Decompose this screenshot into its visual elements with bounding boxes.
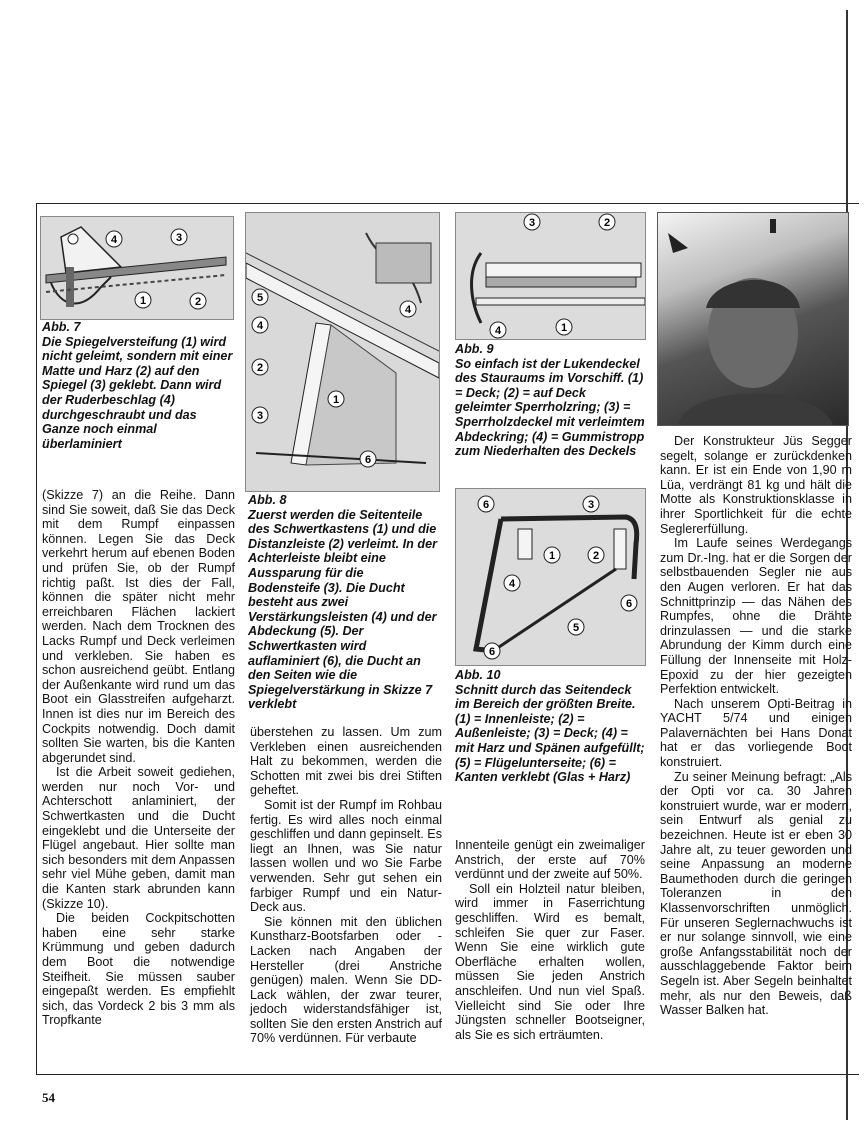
figure-10-label: Abb. 10 bbox=[455, 668, 501, 682]
figure-8-caption bbox=[248, 493, 438, 712]
col2-paragraph: überstehen zu lassen. Um zum Verkleben einen ausreichenden Halt zu bekommen, werden die Schotten mit zwei bis drei Stiften geheftet. bbox=[250, 725, 442, 798]
figure-8-label: Abb. 8 bbox=[248, 493, 287, 507]
fig8-marker-3: 3 bbox=[256, 410, 264, 422]
fig10-marker-6a: 6 bbox=[482, 499, 490, 511]
fig10-marker-6b: 6 bbox=[625, 598, 633, 610]
fig9-marker-1: 1 bbox=[560, 322, 568, 334]
fig8-marker-1: 1 bbox=[332, 394, 340, 406]
col1-paragraph: Die beiden Cockpitschotten haben eine sehr starke Krümmung und geben dadurch dem Boot die notwendige Steifheit. Sie müssen sauber eingepaßt werden. Es empfiehlt sich, das Vordeck 2 bis 3 mm als Tropfkante bbox=[42, 911, 235, 1028]
designer-portrait-photo bbox=[657, 212, 849, 426]
fig8-marker-2: 2 bbox=[256, 362, 264, 374]
figure-7-text: Die Spiegelversteifung (1) wird nicht geleimt, sondern mit einer Matte und Harz (2) auf den Spiegel (3) geklebt. Dann wird der Ruderbeschlag (4) durchgeschraubt und das Ganze noch einmal überlaminiert bbox=[42, 334, 233, 451]
page-number: 54 bbox=[42, 1090, 55, 1105]
column-1 bbox=[42, 488, 235, 1028]
centreboard-case-sketch bbox=[246, 213, 439, 491]
column-2 bbox=[250, 725, 442, 1046]
figure-10-diagram bbox=[455, 488, 646, 666]
fig7-marker-4: 4 bbox=[110, 234, 118, 246]
fig7-marker-3: 3 bbox=[175, 232, 183, 244]
figure-9-label: Abb. 9 bbox=[455, 342, 494, 356]
fig10-marker-4: 4 bbox=[508, 578, 516, 590]
col1-paragraph: Ist die Arbeit soweit gediehen, werden nur noch Vor- und Achterschott anlaminiert, der Schwertkasten und die Ducht eingeklebt und die Unterseite der Flügel angebaut. Hier sollte man sich besonders mit dem Anpassen sehr viel Mühe geben, damit man die Kanten stark abrunden kann (Skizze 10). bbox=[42, 765, 235, 911]
figure-7-diagram bbox=[40, 216, 234, 320]
fig10-marker-2: 2 bbox=[592, 550, 600, 562]
portrait-silhouette bbox=[658, 213, 848, 425]
col3-paragraph: Innenteile genügt ein zweimaliger Anstrich, der erste auf 70% verdünnt und der zweite auf 50%. bbox=[455, 838, 645, 882]
col4-paragraph: Der Konstrukteur Jüs Segger segelt, solange er zurückdenken kann. Er ist ein Ende von 1,90 m Lüa, verdrängt 81 kg und hält die Motte als Konstruktionsklasse in ihrer Sportlichkeit für die echte Seglererfüllung. bbox=[660, 434, 852, 536]
figure-9-diagram bbox=[455, 212, 646, 340]
figure-7-label: Abb. 7 bbox=[42, 320, 81, 334]
hatch-cover-sketch bbox=[456, 213, 645, 339]
figure-10-text: Schnitt durch das Seitendeck im Bereich der größten Breite. (1) = Innenleiste; (2) = Außenleiste; (3) = Deck; (4) = mit Harz und Spänen aufgefüllt; (5) = Flügelunterseite; (6) = Kanten verklebt (Glas + Harz) bbox=[455, 682, 645, 785]
figure-8-text: Zuerst werden die Seitenteile des Schwertkastens (1) und die Distanzleiste (2) verleimt. In der Achterleiste bleibt eine Aussparung für die Bodensteife (3). Die Ducht besteht aus zwei Verstärkungsleisten (4) und der Abdeckung (5). Der Schwertkasten wird auflaminiert (6), die Ducht an den Seiten wie die Spiegelverstärkung in Skizze 7 verklebt bbox=[248, 507, 437, 712]
figure-9-caption bbox=[455, 342, 645, 459]
col4-paragraph: Nach unserem Opti-Beitrag in YACHT 5/74 und einigen Palavernächten bei Hans Donat hat er das vorliegende Boot konstruiert. bbox=[660, 696, 852, 770]
fig10-marker-3: 3 bbox=[587, 499, 595, 511]
col4-paragraph: Zu seiner Meinung befragt: „Als der Opti vor ca. 30 Jahren konstruiert wurde, war er modern, sein Entwurf als genial zu bezeichnen. Heute ist er eben 30 Jahre alt, zu teuer geworden und seine Anpassung an moderne Baumethoden durch die geringen Toleranzen in den Klassenvorschriften unmöglich. Für unseren Seglernachwuchs ist er nur solange sinnvoll, wie eine große Anfangsstabilität noch der ausschlaggebende Faktor beim Segeln ist. Aber Segeln beinhaltet mehr, als nur den Beweis, daß Wasser Balken hat. bbox=[660, 769, 852, 1018]
stern-reinforcement-sketch bbox=[41, 217, 233, 319]
fig9-marker-2: 2 bbox=[603, 217, 611, 229]
fig8-marker-4a: 4 bbox=[256, 320, 264, 332]
column-3 bbox=[455, 838, 645, 1042]
fig9-marker-4: 4 bbox=[494, 325, 502, 337]
fig7-marker-1: 1 bbox=[139, 295, 147, 307]
col3-paragraph: Soll ein Holzteil natur bleiben, wird immer in Faserrichtung geschliffen. Wird es bemalt, schleifen Sie quer zur Faser. Wenn Sie eine wirklich gute Oberfläche erhalten wollen, müssen Sie jeden Anstrich anschleifen. Und nun viel Spaß. Vielleicht sind Sie oder Ihre Jüngsten schneller Bootseigner, als Sie es sich erträumten. bbox=[455, 881, 645, 1042]
col4-paragraph: Im Laufe seines Werdegangs zum Dr.-Ing. hat er die Sorgen der selbstbauenden Segler nie aus den Augen verloren. Er hat das Schnittprinzip — das Nähen des Rumpfes, ohne die Drähte drinzulassen — und die starke Abrundung der Kimm durch eine Füllung der Innenseite mit Holz-Epoxid zu der hier gezeigten Perfektion entwickelt. bbox=[660, 536, 852, 697]
fig8-marker-5: 5 bbox=[256, 292, 264, 304]
figure-7-caption bbox=[42, 320, 234, 451]
column-4 bbox=[660, 434, 852, 1018]
figure-8-diagram bbox=[245, 212, 440, 492]
col2-paragraph: Sie können mit den üblichen Kunstharz-Bootsfarben oder -Lacken nach Angaben der Hersteller (drei Anstriche genügen) malen. Wenn Sie DD-Lack wählen, der zwar teurer, jedoch widerstandsfähiger ist, sollten Sie den ersten Anstrich auf 70% verdünnen. Für verbaute bbox=[250, 914, 442, 1046]
figure-10-caption bbox=[455, 668, 645, 785]
fig10-marker-6c: 6 bbox=[488, 646, 496, 658]
fig9-marker-3: 3 bbox=[528, 217, 536, 229]
figure-9-text: So einfach ist der Lukendeckel des Stauraums im Vorschiff. (1) = Deck; (2) = auf Deck geleimter Sperrholzring; (3) = Sperrholzdeckel mit verleimtem Abdeckring; (4) = Gummistropp zum Niederhalten des Deckels bbox=[455, 356, 645, 459]
fig8-marker-6: 6 bbox=[364, 454, 372, 466]
col1-paragraph: (Skizze 7) an die Reihe. Dann sind Sie soweit, daß Sie das Deck mit dem Rumpf einpassen können. Legen Sie das Deck verkehrt herum auf ebenen Boden und prüfen Sie, ob der Rumpf richtig paßt. Ist dies der Fall, können die später nicht mehr erreichbaren Flächen lackiert werden. Nach dem Trocknen des Lacks Rumpf und Deck verleimen und verkleben. Sie haben es schon ausreichend geübt. Entlang der Außenkante wird rund um das Boot ein Glasstreifen aufgeharzt. Innen ist dies nur im Bereich des Cockpits notwendig. Doch damit sollten Sie warten, bis die Kanten abgerundet sind. bbox=[42, 488, 235, 765]
col2-paragraph: Somit ist der Rumpf im Rohbau fertig. Es wird alles noch einmal geschliffen und dann gepinselt. Es liegt an Ihnen, was Sie natur lassen wollen und wo Sie Farbe verwenden. Sehr gut sehen ein farbiger Rumpf und ein Natur-Deck aus. bbox=[250, 797, 442, 915]
fig8-marker-4b: 4 bbox=[404, 304, 412, 316]
fig7-marker-2: 2 bbox=[194, 296, 202, 308]
fig10-marker-5: 5 bbox=[572, 622, 580, 634]
side-deck-section-sketch bbox=[456, 489, 645, 665]
fig10-marker-1: 1 bbox=[548, 550, 556, 562]
